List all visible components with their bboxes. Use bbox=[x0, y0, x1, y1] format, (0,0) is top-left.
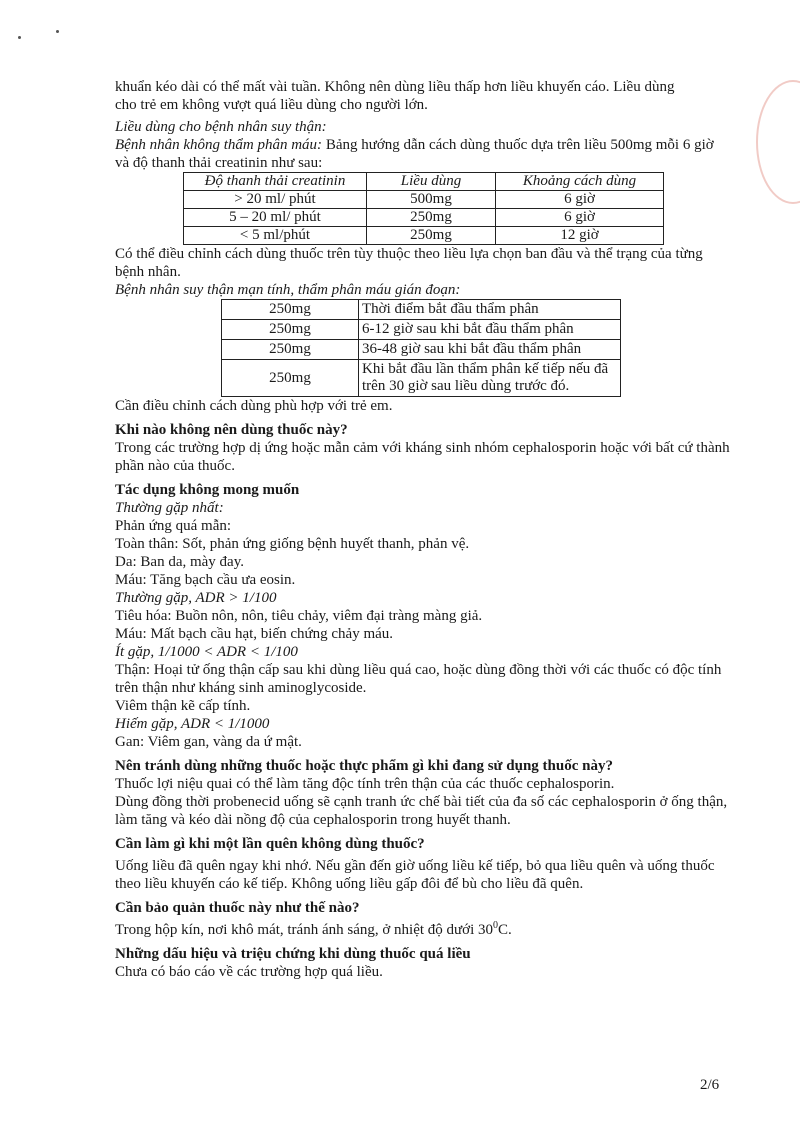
renal-dosage-heading: Liều dùng cho bệnh nhân suy thận: bbox=[115, 119, 327, 135]
document-page bbox=[115, 78, 730, 981]
table-cell: 250mg bbox=[222, 340, 359, 360]
storage-text-unit: C. bbox=[498, 922, 512, 938]
side-effect-line: Viêm thận kẽ cấp tính. bbox=[115, 698, 251, 714]
table-cell: > 20 ml/ phút bbox=[184, 191, 367, 209]
page-number: 2/6 bbox=[700, 1077, 720, 1093]
missed-dose-text: Uống liều đã quên ngay khi nhớ. Nếu gần đến giờ uống liều kế tiếp, bỏ qua liều quên và uống thuốc theo liều khuyến cáo kế tiếp. Không uống liều gấp đôi để bù cho liều đã quên. bbox=[115, 858, 715, 892]
table-row bbox=[222, 300, 621, 320]
degree-superscript: 0 bbox=[493, 920, 499, 931]
table-cell: 250mg bbox=[367, 227, 496, 245]
side-effects-list bbox=[115, 499, 730, 751]
missed-dose-heading: Cần làm gì khi một lần quên không dùng thuốc? bbox=[115, 836, 425, 852]
table-cell: Thời điểm bắt đầu thẩm phân bbox=[359, 300, 621, 320]
side-effect-line: Máu: Tăng bạch cầu ưa eosin. bbox=[115, 572, 296, 588]
table-cell: 250mg bbox=[367, 209, 496, 227]
table-cell: 250mg bbox=[222, 320, 359, 340]
side-effect-line: Gan: Viêm gan, vàng da ứ mật. bbox=[115, 734, 302, 750]
contraindications-heading: Khi nào không nên dùng thuốc này? bbox=[115, 422, 348, 438]
column-header: Liều dùng bbox=[367, 173, 496, 191]
scan-speck bbox=[56, 30, 59, 33]
side-effect-line: Máu: Mất bạch cầu hạt, biến chứng chảy máu. bbox=[115, 626, 394, 642]
adjust-note: Có thể điều chỉnh cách dùng thuốc trên tùy thuộc theo liều lựa chọn ban đầu và thể trạng của từng bệnh nhân. bbox=[115, 246, 703, 280]
storage-heading: Cần bảo quản thuốc này như thế nào? bbox=[115, 900, 360, 916]
table-cell: 36-48 giờ sau khi bắt đầu thẩm phân bbox=[359, 340, 621, 360]
overdose-heading: Những dấu hiệu và triệu chứng khi dùng thuốc quá liều bbox=[115, 946, 471, 962]
table-cell: Khi bắt đầu lần thẩm phân kế tiếp nếu đã trên 30 giờ sau liều dùng trước đó. bbox=[359, 360, 621, 397]
table-row bbox=[222, 360, 621, 397]
interactions-heading: Nên tránh dùng những thuốc hoặc thực phẩm gì khi đang sử dụng thuốc này? bbox=[115, 758, 613, 774]
frequency-subheading: Thường gặp nhất: bbox=[115, 500, 224, 516]
table-row bbox=[222, 320, 621, 340]
intro-line: khuẩn kéo dài có thể mất vài tuần. Không nên dùng liều thấp hơn liều khuyến cáo. Liều dùng bbox=[115, 79, 675, 95]
table-cell: 6 giờ bbox=[496, 209, 664, 227]
column-header: Độ thanh thải creatinin bbox=[184, 173, 367, 191]
side-effect-line: Tiêu hóa: Buồn nôn, nôn, tiêu chảy, viêm đại tràng màng giả. bbox=[115, 608, 483, 624]
side-effect-line: Toàn thân: Sốt, phản ứng giống bệnh huyết thanh, phản vệ. bbox=[115, 536, 470, 552]
frequency-subheading: Thường gặp, ADR > 1/100 bbox=[115, 590, 277, 606]
column-header: Khoảng cách dùng bbox=[496, 173, 664, 191]
table-cell: 6 giờ bbox=[496, 191, 664, 209]
interactions-paragraph: Dùng đồng thời probenecid uống sẽ cạnh tranh ức chế bài tiết của đa số các cephalosporin ở ống thận, làm tăng và kéo dài nồng độ của cephalosporin trong huyết thanh. bbox=[115, 794, 728, 828]
storage-text-main: Trong hộp kín, nơi khô mát, tránh ánh sáng, ở nhiệt độ dưới 30 bbox=[115, 922, 494, 938]
interactions-paragraph: Thuốc lợi niệu quai có thể làm tăng độc tính trên thận của các thuốc cephalosporin. bbox=[115, 776, 615, 792]
table-row bbox=[184, 209, 664, 227]
frequency-subheading: Ít gặp, 1/1000 < ADR < 1/100 bbox=[115, 644, 298, 660]
storage-text bbox=[115, 917, 730, 939]
side-effect-line: Da: Ban da, mày đay. bbox=[115, 554, 244, 570]
non-dialysis-text: Bảng hướng dẫn cách dùng thuốc dựa trên liều 500mg mỗi 6 giờ và độ thanh thải creatinin như sau: bbox=[115, 137, 714, 171]
renal-dosage-table bbox=[183, 172, 664, 245]
side-effect-line: Phản ứng quá mẫn: bbox=[115, 518, 232, 534]
red-stamp-mark bbox=[756, 80, 800, 204]
intro-line: cho trẻ em không vượt quá liều dùng cho người lớn. bbox=[115, 97, 428, 113]
overdose-text: Chưa có báo cáo về các trường hợp quá liều. bbox=[115, 964, 383, 980]
table-cell: 12 giờ bbox=[496, 227, 664, 245]
table-cell: 500mg bbox=[367, 191, 496, 209]
table-header-row bbox=[184, 173, 664, 191]
frequency-subheading: Hiếm gặp, ADR < 1/1000 bbox=[115, 716, 270, 732]
contraindications-text: Trong các trường hợp dị ứng hoặc mẫn cảm với kháng sinh nhóm cephalosporin hoặc với bất cứ thành phần nào của thuốc. bbox=[115, 440, 730, 474]
table-row bbox=[184, 191, 664, 209]
table-cell: < 5 ml/phút bbox=[184, 227, 367, 245]
side-effect-line: Thận: Hoại tử ống thận cấp sau khi dùng liều quá cao, hoặc dùng đồng thời với các thuốc có độc tính trên thận như kháng sinh aminoglycoside. bbox=[115, 662, 722, 696]
dialysis-label: Bệnh nhân suy thận mạn tính, thẩm phân máu gián đoạn: bbox=[115, 282, 461, 298]
table-cell: 250mg bbox=[222, 300, 359, 320]
non-dialysis-label: Bệnh nhân không thẩm phân máu: bbox=[115, 137, 323, 153]
dialysis-dosage-table bbox=[221, 299, 621, 397]
children-note: Cần điều chỉnh cách dùng phù hợp với trẻ em. bbox=[115, 398, 393, 414]
table-row bbox=[184, 227, 664, 245]
side-effects-heading: Tác dụng không mong muốn bbox=[115, 482, 300, 498]
table-cell: 250mg bbox=[222, 360, 359, 397]
table-cell: 5 – 20 ml/ phút bbox=[184, 209, 367, 227]
scan-speck bbox=[18, 36, 21, 39]
non-dialysis-paragraph bbox=[115, 136, 730, 172]
table-row bbox=[222, 340, 621, 360]
table-cell: 6-12 giờ sau khi bắt đầu thẩm phân bbox=[359, 320, 621, 340]
